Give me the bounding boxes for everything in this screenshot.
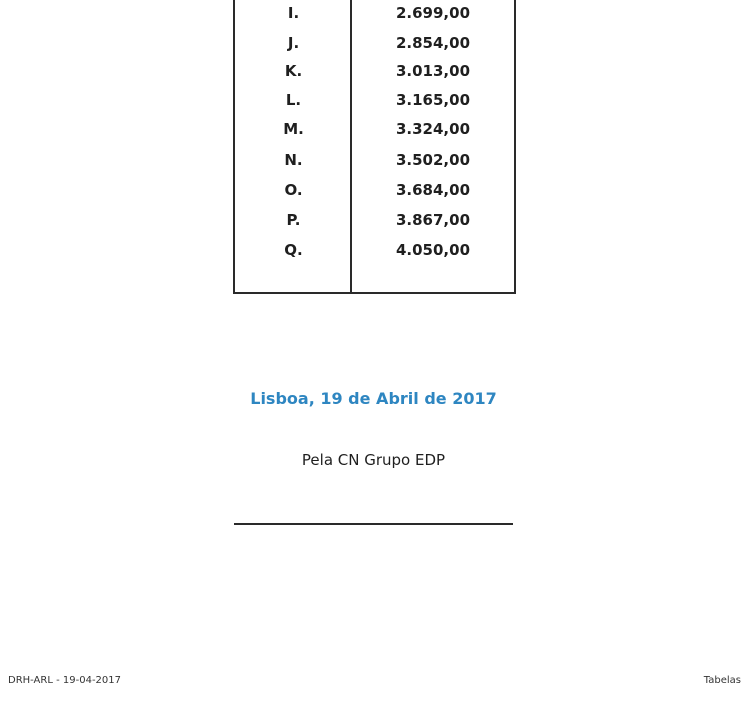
value-cell: 3.013,00 (395, 62, 471, 80)
grade-cell: P. (286, 211, 301, 229)
table-row (235, 32, 514, 54)
table-row (235, 60, 514, 82)
signatory-line: Pela CN Grupo EDP (301, 451, 446, 469)
footer-section-label: Tabelas (703, 675, 741, 686)
salary-table (233, 0, 516, 294)
grade-cell: I. (287, 4, 300, 22)
table-row (235, 89, 514, 111)
signature-line (234, 523, 513, 525)
value-cell: 4.050,00 (395, 241, 471, 259)
grade-cell: O. (284, 181, 303, 199)
grade-cell: J. (287, 34, 300, 52)
value-cell: 3.502,00 (395, 151, 471, 169)
table-row (235, 149, 514, 171)
value-cell: 2.854,00 (395, 34, 471, 52)
footer-document-ref: DRH-ARL - 19-04-2017 (8, 675, 121, 686)
grade-cell: L. (285, 91, 302, 109)
grade-cell: K. (284, 62, 303, 80)
table-row (235, 239, 514, 261)
value-cell: 3.684,00 (395, 181, 471, 199)
place-and-date: Lisboa, 19 de Abril de 2017 (250, 389, 497, 408)
table-row (235, 2, 514, 24)
grade-cell: N. (284, 151, 303, 169)
value-cell: 3.867,00 (395, 211, 471, 229)
table-row (235, 209, 514, 231)
grade-cell: M. (283, 120, 304, 138)
value-cell: 3.324,00 (395, 120, 471, 138)
table-row (235, 118, 514, 140)
table-row (235, 179, 514, 201)
value-cell: 2.699,00 (395, 4, 471, 22)
value-cell: 3.165,00 (395, 91, 471, 109)
grade-cell: Q. (284, 241, 303, 259)
